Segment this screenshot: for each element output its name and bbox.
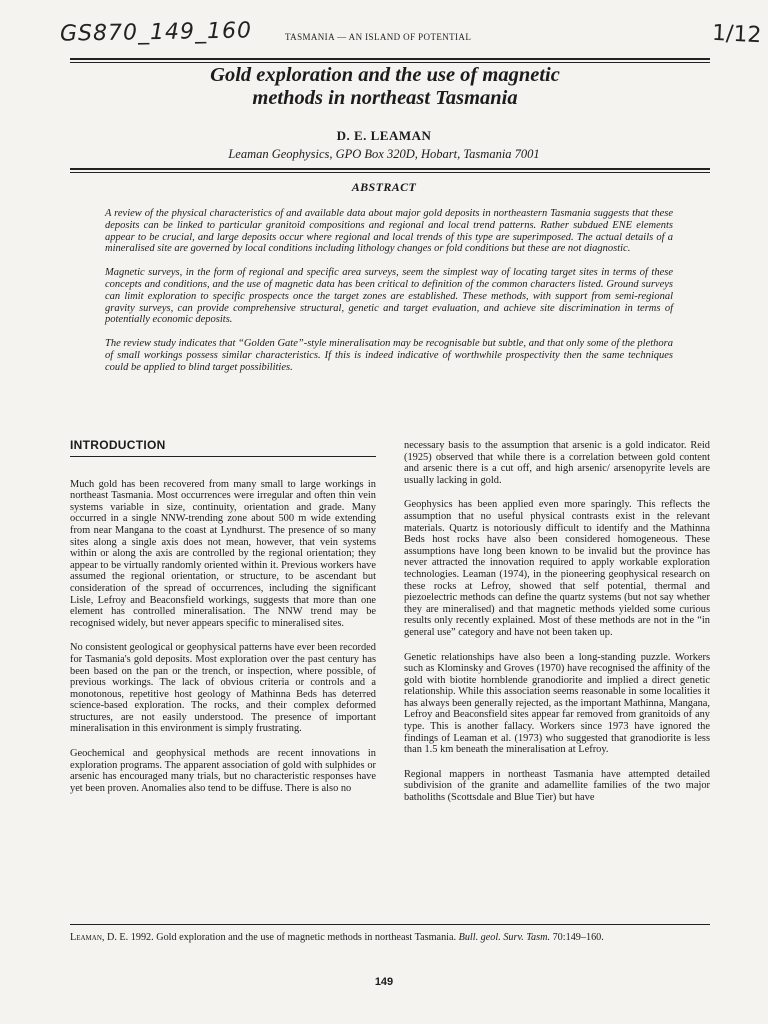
abstract-paragraph: The review study indicates that “Golden Gate”-style mineralisation may be recognisable but subtle, and that only some of the plethora of small workings possess similar characteristics. If this is indeed indicative of worthwhile prospectivity then the same techniques could be applied to blind target possibilities. xyxy=(105,338,673,373)
citation-journal: Bull. geol. Surv. Tasm. xyxy=(458,932,551,943)
body-paragraph: necessary basis to the assumption that arsenic is a gold indicator. Reid (1925) observed that while there is a correlation between gold content and arsenic there is a cut off, and high arsenic/ arsenopyrite levels are usually lacking in gold. xyxy=(404,440,710,486)
citation-text: , D. E. 1992. Gold exploration and the use of magnetic methods in northeast Tasmania. xyxy=(101,932,459,943)
body-paragraph: Genetic relationships have also been a long-standing puzzle. Workers such as Klominsky and Groves (1970) have recognised the affinity of the gold with biotite hornblende granodiorite and implied a direct genetic relationship. While this association seems reasonable in some localities it has always been generally rejected, as the important Mathinna, Mangana, Lefroy and Beaconsfield sites appear far removed from granitoids of any type. This is another fallacy. Workers since 1973 have ignored the findings of Leaman et al. (1973) who suggested that granodiorite is less than 1.5 km beneath the mineralisation at Lefroy. xyxy=(404,651,710,756)
abstract-paragraph: A review of the physical characteristics of and available data about major gold deposits in northeastern Tasmania suggests that these deposits can be linked to particular granitoid compositions and regional and local trend patterns. Rather subdued ENE elements appear to be crucial, and large deposits occur where regional and local trends of this type are superimposed. The actual details of a mineralised site are governed by local conditions including lithology changes or fold conditions but these are not diagnostic. xyxy=(105,208,673,255)
title-line-2: methods in northeast Tasmania xyxy=(252,87,518,109)
page-number: 149 xyxy=(374,976,394,988)
citation-line xyxy=(70,932,710,943)
citation-volume: 70:149–160. xyxy=(550,932,604,943)
left-column xyxy=(70,440,376,807)
top-rule-thin xyxy=(70,62,710,63)
top-rule-thick xyxy=(70,58,710,60)
body-paragraph: Geochemical and geophysical methods are recent innovations in exploration programs. The apparent association of gold with sulphides or arsenic has encouraged many trials, but no characteristic responses have yet been proven. Anomalies also tend to be diffuse. There is also no xyxy=(70,748,376,794)
body-paragraph: Regional mappers in northeast Tasmania have attempted detailed subdivision of the granite and adamellite families of the two major batholiths (Scottsdale and Blue Tier) but have xyxy=(404,768,710,804)
abstract-body xyxy=(105,208,673,386)
abstract-heading: ABSTRACT xyxy=(351,180,417,194)
body-paragraph: Much gold has been recovered from many small to large workings in northeast Tasmania. Most occurrences were irregular and often thin vein systems variable in size, continuity, orientation and grade. Many occurred in a single NNW-trending zone about 500 m wide extending from near Mangana to the coast at Lyndhurst. The presence of so many sites along a single axis does not mean, however, that vein systems within or along the axis are controlled by the regional orientation; they appear to be virtually randomly oriented within it. Previous workers have assumed the regional orientation, or structure, to be ascendant but consideration of the spread of occurrences, including the significant Lisle, Lefroy and Beaconsfield workings, suggests that more than one element has controlled mineralisation. The NNW trend may be recognised widely, but never appears specific to mineralised sites. xyxy=(70,478,376,629)
affiliation: Leaman Geophysics, GPO Box 320D, Hobart, Tasmania 7001 xyxy=(228,147,540,161)
abstract-rule-thin xyxy=(70,172,710,173)
abstract-rule-thick xyxy=(70,168,710,170)
body-paragraph: No consistent geological or geophysical patterns have ever been recorded for Tasmania's gold deposits. Most exploration over the past century has been based on the pan or the trench, or inspection, where possible, of previous workings. The lack of obvious criteria or controls and a monotonous, repetitive host geology of Mathinna Beds has deterred science-based exploration. The rocks, and their complex deformed structures, are not easily understood. The presence of important mineralisation in this environment is simply frustrating. xyxy=(70,642,376,735)
citation-author: Leaman xyxy=(70,932,102,943)
title-line-1: Gold exploration and the use of magnetic xyxy=(210,64,560,86)
abstract-paragraph: Magnetic surveys, in the form of regional and specific area surveys, seem the simplest way of locating target sites in terms of these concepts and conditions, and the use of magnetic data has been critical to definition of the common characters listed. Ground surveys can limit exploration to specific prospects once the target zones are established. These methods, with support from semi-regional gravity surveys, can provide comprehensive structural, genetic and target evaluation, and achieve site discrimination in terms of potentially economic deposits. xyxy=(105,267,673,326)
handwritten-reference: GS870_149_160 xyxy=(59,18,253,47)
paper-title xyxy=(100,64,670,110)
footer-rule xyxy=(70,924,710,925)
right-column xyxy=(404,440,710,817)
handwritten-sheet-number: 1/12 xyxy=(711,20,763,49)
running-head: TASMANIA — AN ISLAND OF POTENTIAL xyxy=(285,32,472,42)
body-paragraph: Geophysics has been applied even more sparingly. This reflects the assumption that no useful physical contrasts exist in the relevant materials. Quartz is notoriously difficult to identify and the Mathinna Beds host rocks have also been considered homogeneous. These assumptions have long been known to be invalid but the province has never attracted the innovation required to apply workable exploration technologies. Leaman (1974), in the pioneering geophysical research on these rocks at Lefroy, showed that self potential, thermal and piezoelectric methods can define the quartz systems (but not say whether they are mineralised) and that magnetic methods yielded some curious results only recently explained. Most of these methods are not in the “in general use” category and have not been taken up. xyxy=(404,499,710,638)
author: D. E. LEAMAN xyxy=(336,128,432,143)
section-heading-introduction: INTRODUCTION xyxy=(70,440,376,457)
